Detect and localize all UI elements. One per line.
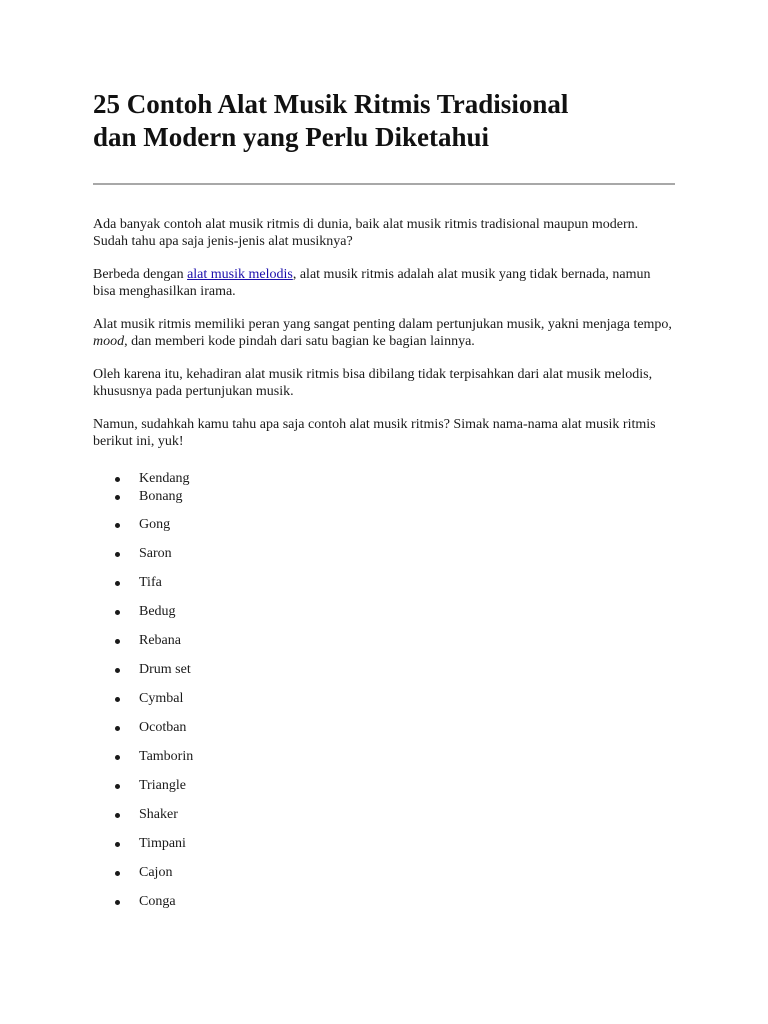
- paragraph-importance: Oleh karena itu, kehadiran alat musik ritmis bisa dibilang tidak terpisahkan dari alat musik melodis, khususnya pada pertunjukan musik.: [93, 367, 653, 399]
- paragraph-definition: [93, 266, 676, 300]
- list-item-label: Bedug: [139, 604, 176, 619]
- bullet-icon: [115, 842, 120, 847]
- paragraph-role: [93, 316, 676, 350]
- article-title: [93, 88, 676, 154]
- paragraph-role-start: Alat musik ritmis memiliki peran yang sangat penting dalam pertunjukan musik, yakni menjaga tempo,: [93, 317, 672, 332]
- article-body: [93, 216, 676, 466]
- bullet-icon: [115, 581, 120, 586]
- bullet-icon: [115, 784, 120, 789]
- bullet-icon: [115, 726, 120, 731]
- bullet-icon: [115, 495, 120, 500]
- paragraph-role-end: , dan memberi kode pindah dari satu bagian ke bagian lainnya.: [124, 334, 475, 349]
- list-item-label: Cymbal: [139, 691, 184, 706]
- list-item-label: Shaker: [139, 807, 178, 822]
- list-item-label: Tamborin: [139, 749, 194, 764]
- list-item-label: Bonang: [139, 489, 183, 504]
- list-item-label: Cajon: [139, 865, 173, 880]
- paragraph-role-mood: mood: [93, 334, 125, 349]
- list-item-label: Triangle: [139, 778, 186, 793]
- bullet-icon: [115, 668, 120, 673]
- link-alat-musik-melodis[interactable]: alat musik melodis: [187, 267, 293, 282]
- bullet-icon: [115, 697, 120, 702]
- bullet-icon: [115, 871, 120, 876]
- bullet-icon: [115, 813, 120, 818]
- list-item-label: Tifa: [139, 575, 162, 590]
- list-item-label: Timpani: [139, 836, 186, 851]
- bullet-icon: [115, 610, 120, 615]
- bullet-icon: [115, 755, 120, 760]
- bullet-icon: [115, 639, 120, 644]
- bullet-icon: [115, 523, 120, 528]
- list-item-label: Conga: [139, 894, 176, 909]
- list-item-label: Ocotban: [139, 720, 187, 735]
- title-line-1: 25 Contoh Alat Musik Ritmis Tradisional: [93, 89, 569, 119]
- list-item-label: Drum set: [139, 662, 191, 677]
- paragraph-definition-end: , alat musik ritmis adalah alat musik yang tidak bernada, namun bisa menghasilkan irama.: [93, 267, 651, 299]
- list-item-label: Saron: [139, 546, 172, 561]
- title-divider: [93, 183, 675, 185]
- list-item-label: Rebana: [139, 633, 181, 648]
- paragraph-list-intro: Namun, sudahkah kamu tahu apa saja contoh alat musik ritmis? Simak nama-nama alat musik ritmis berikut ini, yuk!: [93, 417, 656, 449]
- paragraph-intro: Ada banyak contoh alat musik ritmis di dunia, baik alat musik ritmis tradisional maupun modern. Sudah tahu apa saja jenis-jenis alat musiknya?: [93, 217, 639, 249]
- paragraph-definition-start: Berbeda dengan: [93, 267, 188, 282]
- list-item-label: Kendang: [139, 471, 190, 486]
- bullet-icon: [115, 552, 120, 557]
- bullet-icon: [115, 900, 120, 905]
- title-line-2: dan Modern yang Perlu Diketahui: [93, 122, 490, 152]
- bullet-icon: [115, 477, 120, 482]
- list-item-label: Gong: [139, 517, 171, 532]
